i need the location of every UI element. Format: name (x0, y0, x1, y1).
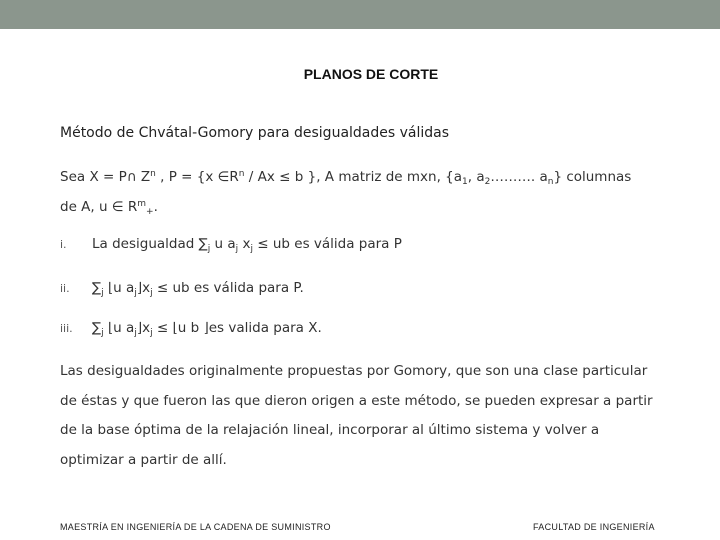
item-number: ii. (60, 282, 70, 295)
list-item: $\sum_j$ ⌊u $a_j⌋x_j$ ≤ ub es válida para P. (92, 280, 304, 298)
definition-line-2: de A, u ∈ $R^m_+$. (60, 199, 158, 217)
list-item: $\sum_j$ ⌊u $a_j⌋x_j$ ≤ ⌊u b ⌋es valida para X. (92, 320, 322, 338)
footer-right: FACULTAD DE INGENIERÍA (533, 522, 655, 532)
body-paragraph: Las desigualdades originalmente propuestas por Gomory, que son una clase particular de éstas y que fueron las que dieron origen a este método, se pueden expresar a partir de la base óptima de la relajación lineal, incorporar al último sistema y volver a optimizar a partir de allí. (60, 363, 653, 468)
list-item: La desigualdad $\sum_j$ u $a_j$ $x_j$ ≤ ub es válida para P (92, 236, 402, 254)
item-number: iii. (60, 322, 73, 335)
item-number: i. (60, 238, 67, 251)
footer-left: MAESTRÍA EN INGENIERÍA DE LA CADENA DE SUMINISTRO (60, 522, 331, 532)
top-bar (0, 0, 720, 29)
slide-subtitle: Método de Chvátal-Gomory para desigualdades válidas (60, 125, 450, 141)
slide-title: PLANOS DE CORTE (303, 66, 439, 82)
definition-line-1: Sea X = P∩ $Z^n$ , P = {x $\in R^n / Ax \le b$ }, A matriz de mxn, {$a_1$, $a_2\dots\dots\dots$. $a_n$} columnas (60, 169, 632, 187)
